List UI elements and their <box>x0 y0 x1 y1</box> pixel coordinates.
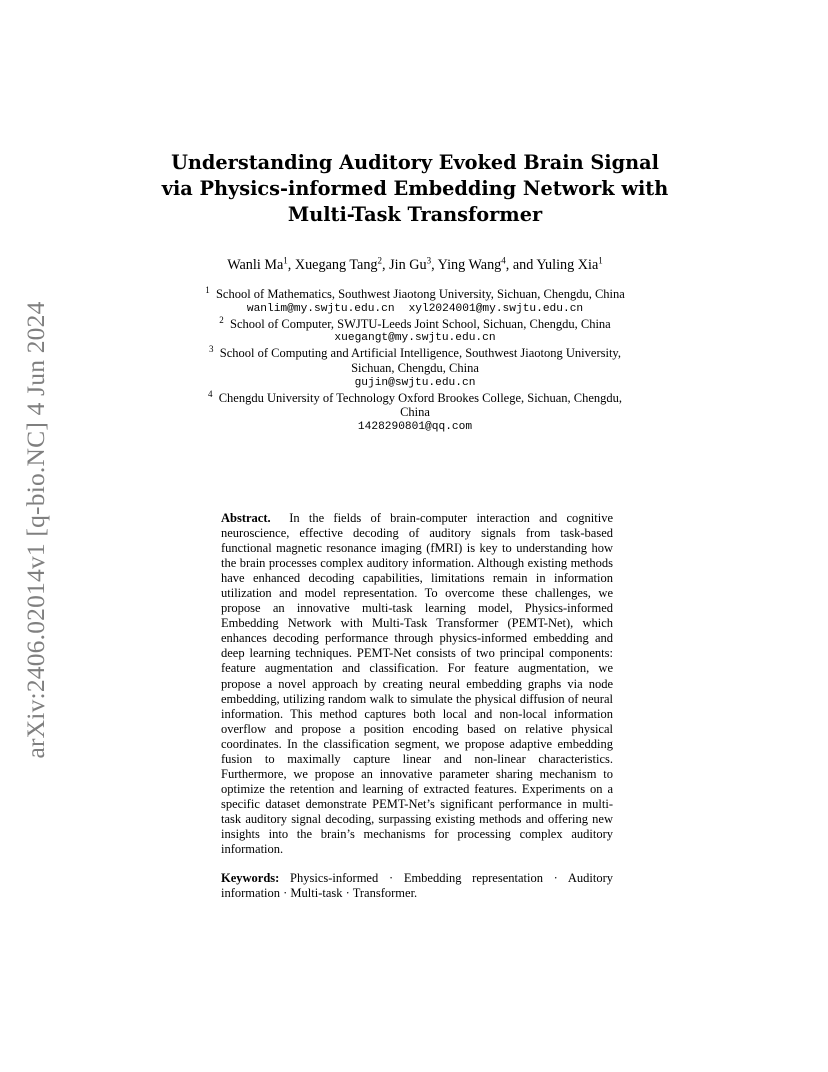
keywords-text: Physics-informed · Embedding representation · Auditory information · Multi-task · Transformer. <box>221 871 613 901</box>
title-line: Understanding Auditory Evoked Brain Signal <box>171 151 659 174</box>
abstract-text: In the fields of brain-computer interaction and cognitive neuroscience, effective decoding of auditory signals from task-based functional magnetic resonance imaging (fMRI) is key to understanding how the brain processes complex auditory information. Although existing methods have enhanced decoding capabilities, limitations remain in information utilization and model representation. To overcome these challenges, we propose an innovative multi-task learning model, Physics-informed Embedding Network with Multi-Task Transformer (PEMT-Net), which enhances decoding performance through physics-informed embedding and deep learning techniques. PEMT-Net consists of two principal components: feature augmentation and classification. For feature augmentation, we propose a novel approach by creating neural embedding graphs via node embedding, utilizing random walk to simulate the physical diffusion of neural information. This method captures both local and non-local information overflow and propose a position encoding based on relative physical coordinates. In the classification segment, we propose adaptive embedding fusion to maximally capture linear and non-linear characteristics. Furthermore, we propose an innovative parameter sharing mechanism to optimize the retention and learning of extracted features. Experiments on a specific dataset demonstrate PEMT-Net’s significant performance in multi-task auditory signal decoding, surpassing existing methods and offering new insights into the brain’s mechanisms for processing complex auditory information. <box>221 511 614 857</box>
author-name: Ying Wang <box>437 257 502 273</box>
email-address[interactable]: gujin@swjtu.edu.cn <box>354 376 476 389</box>
author-name: Wanli Ma <box>227 257 284 273</box>
author-separator: , and <box>505 257 537 273</box>
affiliation-list <box>180 284 650 435</box>
affiliation-mark: 1 <box>205 284 210 295</box>
title-line: via Physics-informed Embedding Network with <box>161 177 669 200</box>
affiliation-line <box>180 346 650 361</box>
affiliation <box>180 314 650 347</box>
title-line: Multi-Task Transformer <box>287 203 543 226</box>
email-address[interactable]: 1428290801@qq.com <box>357 421 473 434</box>
abstract-label: Abstract. <box>221 511 271 525</box>
affiliation <box>180 346 650 390</box>
affiliation-text: School of Mathematics, Southwest Jiaotong University, Sichuan, Chengdu, China <box>215 287 625 301</box>
email-address[interactable]: wanlim@my.swjtu.edu.cn <box>246 302 395 315</box>
email-address[interactable]: xyl2024001@my.swjtu.edu.cn <box>408 302 584 315</box>
author-separator: , <box>287 257 295 273</box>
affiliation-line <box>180 314 650 332</box>
author-name: Jin Gu <box>389 257 427 273</box>
keywords <box>221 871 613 901</box>
affiliation-mark: 3 <box>209 344 214 355</box>
affiliation-mark: 1 <box>598 255 603 266</box>
affiliation-mark: 4 <box>501 255 506 266</box>
affiliation-mark: 3 <box>426 255 432 266</box>
email-line <box>180 420 650 435</box>
affiliation-text: Chengdu University of Technology Oxford Brookes College, Sichuan, Chengdu, <box>218 390 623 405</box>
arxiv-identifier: arXiv:2406.02014v1 [q-bio.NC] 4 Jun 2024 <box>21 301 50 759</box>
author-name: Yuling Xia <box>536 257 599 273</box>
author-list <box>130 256 700 274</box>
affiliation-line: Sichuan, Chengdu, China <box>351 360 479 375</box>
affiliation <box>180 388 650 435</box>
affiliation-mark: 2 <box>219 314 224 325</box>
author-separator: , <box>382 257 390 273</box>
paper-title <box>130 150 700 228</box>
keywords-label: Keywords: <box>221 871 280 885</box>
affiliation-mark: 4 <box>207 388 213 399</box>
affiliation-text: School of Computing and Artificial Intelligence, Southwest Jiaotong University, <box>219 346 621 361</box>
author-name: Xuegang Tang <box>294 257 378 273</box>
email-address[interactable]: xuegangt@my.swjtu.edu.cn <box>334 332 496 345</box>
abstract <box>221 511 613 857</box>
email-line <box>180 376 650 391</box>
author-separator: , <box>431 257 438 273</box>
affiliation-line <box>180 284 650 302</box>
affiliation-line <box>180 388 650 406</box>
affiliation-line: China <box>400 405 430 420</box>
email-line <box>180 331 650 346</box>
affiliation-mark: 2 <box>377 255 383 266</box>
affiliation-mark: 1 <box>283 255 288 266</box>
email-line <box>180 302 650 317</box>
affiliation-text: School of Computer, SWJTU-Leeds Joint School, Sichuan, Chengdu, China <box>230 316 611 331</box>
affiliation <box>180 284 650 317</box>
